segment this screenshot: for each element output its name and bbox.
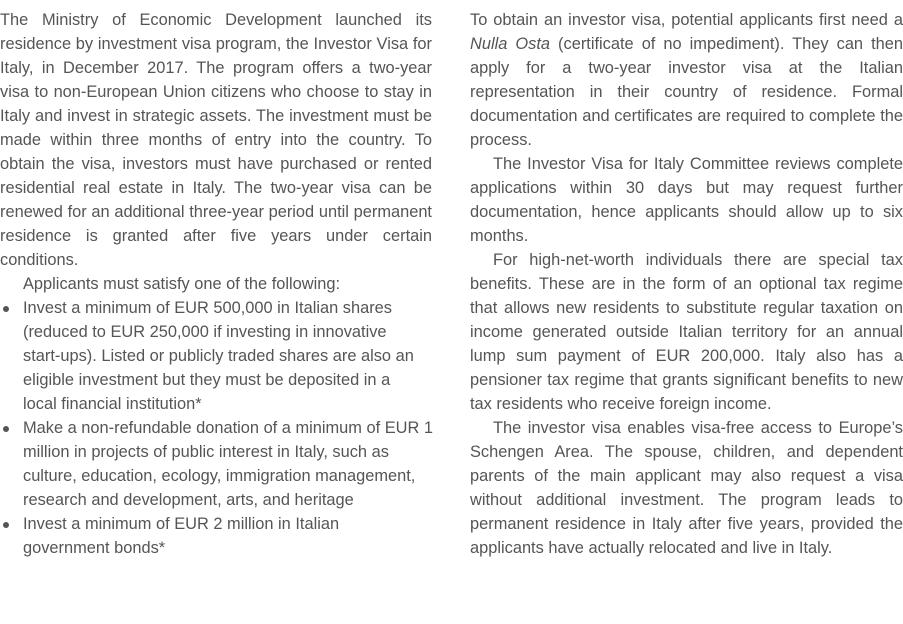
list-item: Invest a minimum of EUR 500,000 in Italian shares (reduced to EUR 250,000 if investing in innovative start-ups). Listed or publicly traded shares are also an eligible investment but they must be deposited in a local financial institution*: [0, 296, 418, 416]
right-column: [470, 8, 903, 560]
list-item: Make a non-refundable donation of a minimum of EUR 1 million in projects of public interest in Italy, such as culture, education, ecology, immigration management, research and development, arts, and heritage: [0, 416, 438, 512]
list-item: Invest a minimum of EUR 2 million in Italian government bonds*: [0, 512, 418, 560]
nulla-osta-term: Nulla Osta: [470, 35, 551, 53]
requirements-intro: Applicants must satisfy one of the following:: [23, 275, 341, 293]
left-column: [0, 8, 432, 560]
text: (certificate of no impediment). They can then apply for a two-year investor visa at the Italian representation in their country of residence. Formal documentation and certificates are required to complete the process.: [470, 35, 903, 149]
schengen-paragraph: The investor visa enables visa-free access to Europe’s Schengen Area. The spouse, children, and dependent parents of the main applicant may also request a visa without additional investment. The program leads to permanent residence in Italy after five years, provided the applicants have actually relocated and live in Italy.: [470, 419, 903, 557]
review-paragraph: The Investor Visa for Italy Committee reviews complete applications within 30 days but may request further documentation, hence applicants should allow up to six months.: [470, 155, 903, 245]
requirements-list: [0, 296, 432, 560]
intro-paragraph: The Ministry of Economic Development launched its residence by investment visa program, the Investor Visa for Italy, in December 2017. The program offers a two-year visa to non-European Union citizens who choose to stay in Italy and invest in strategic assets. The investment must be made within three months of entry into the country. To obtain the visa, investors must have purchased or rented residential real estate in Italy. The two-year visa can be renewed for an additional three-year period until permanent residence is granted after five years under certain conditions.: [0, 11, 432, 269]
application-paragraph: [470, 8, 903, 152]
tax-paragraph: For high-net-worth individuals there are special tax benefits. These are in the form of an optional tax regime that allows new residents to substitute regular taxation on income generated outside Italian territory for an annual lump sum payment of EUR 200,000. Italy also has a pensioner tax regime that grants significant benefits to new tax residents who receive foreign income.: [470, 251, 903, 413]
text: To obtain an investor visa, potential applicants first need a: [470, 11, 903, 29]
